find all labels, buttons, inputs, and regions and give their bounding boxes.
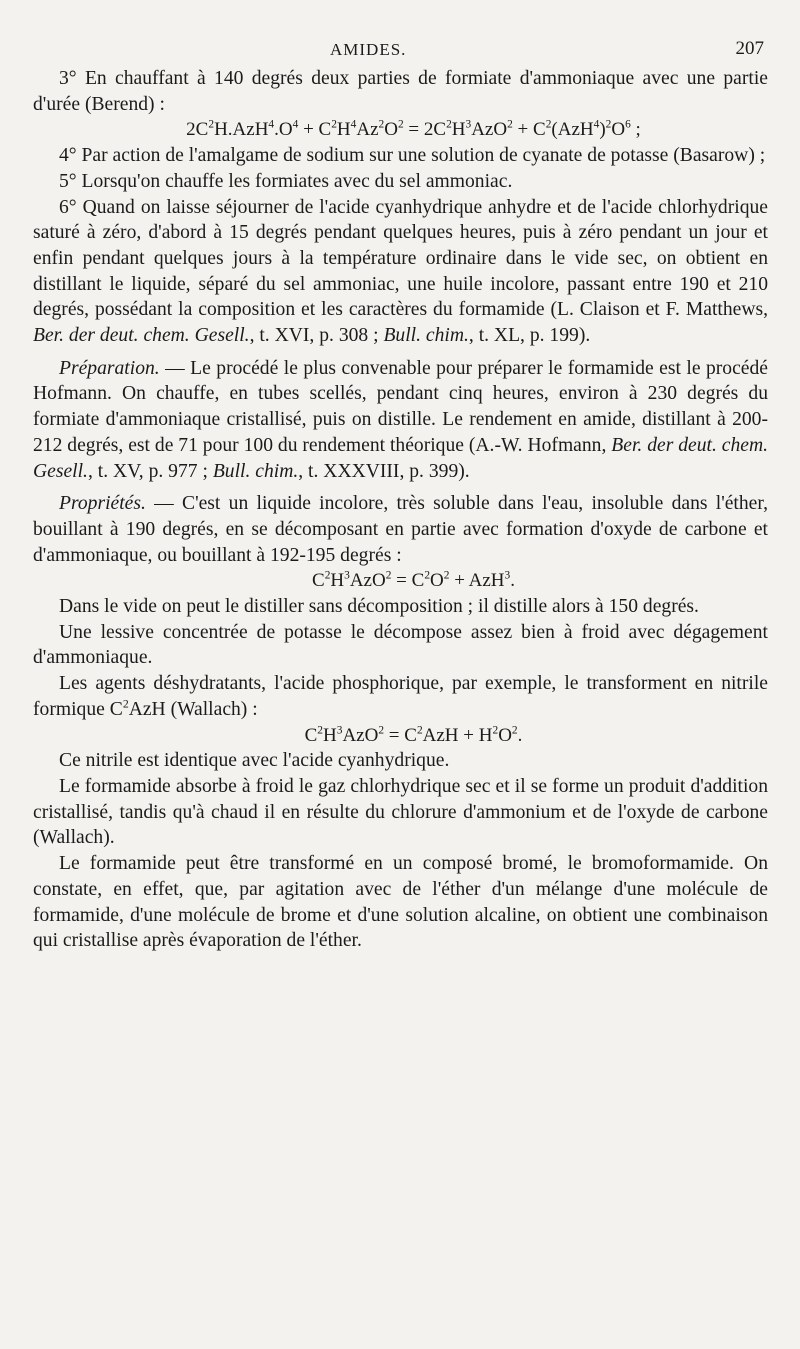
paragraph-vacuum: Dans le vide on peut le distiller sans décomposition ; il distille alors à 150 degrés. xyxy=(59,596,699,618)
paragraph-potash: Une lessive concentrée de potasse le décompose assez bien à froid avec dégagement d'ammoniaque. xyxy=(33,621,768,669)
paragraph-hydrochloric: Le formamide absorbe à froid le gaz chlorhydrique sec et il se forme un produit d'addition cristallisé, tandis qu'à chaud il en résulte du chlorure d'ammonium et de l'oxyde de carbone (Wallach). xyxy=(33,775,768,849)
paragraph-properties: Propriétés. — C'est un liquide incolore, très soluble dans l'eau, insoluble dans l'éther, bouillant à 190 degrés, en se décomposant en partie avec formation d'oxyde de carbone et d'ammoniaque, ou bouillant à 192-195 degrés : xyxy=(33,493,768,566)
paragraph-bromoformamide: Le formamide peut être transformé en un composé bromé, le bromoformamide. On constate, en effet, que, par agitation avec de l'éther d'un mélange d'une molécule de formamide, d'une molécule de brome et d'une solution alcaline, on obtient une combinaison qui cristallise après évaporation de l'éther. xyxy=(33,853,768,952)
reference-journal: Bull. chim. xyxy=(383,325,469,347)
paragraph-method-4: 4° Par action de l'amalgame de sodium sur une solution de cyanate de potasse (Basarow) ; xyxy=(59,145,766,167)
running-header xyxy=(0,34,800,64)
running-title: AMIDES. xyxy=(330,40,407,59)
paragraph-dehydrating: Les agents déshydratants, l'acide phosphorique, par exemple, le transforment en nitrile formique $C^2AzH$ (Wallach) : xyxy=(33,673,768,720)
formula-urea: $2C^2H.AzH^4.O^4 + C^2H^4Az^2O^2 = 2C^2H^3AzO^2 + C^2(AzH^4)^2O^6$ ; xyxy=(186,119,641,141)
paragraph-nitrile-identity: Ce nitrile est identique avec l'acide cyanhydrique. xyxy=(59,750,450,772)
formula-decomposition: $C^2H^3AzO^2 = C^2O^2 + AzH^3$. xyxy=(312,570,515,592)
section-label-preparation: Préparation. xyxy=(59,357,160,379)
page-number: 207 xyxy=(735,38,764,59)
reference-journal: Ber. der deut. chem. Gesell. xyxy=(33,325,250,347)
formula-nitrile: $C^2H^3AzO^2 = C^2AzH + H^2O^2$. xyxy=(304,724,523,746)
paragraph-preparation: Préparation. — Le procédé le plus convenable pour préparer le formamide est le procédé Hofmann. On chauffe, en tubes scellés, pendant cinq heures, environ à 230 degrés du formiate d'ammoniaque cristallisé, puis on distille. Le rendement en amide, distillant à 200-212 degrés, est de 71 pour 100 du rendement théorique (A.-W. Hofmann, Ber. der deut. chem. Gesell., t. XV, p. 977 ; Bull. chim., t. XXXVIII, p. 399). xyxy=(33,357,768,482)
section-label-properties: Propriétés. xyxy=(59,493,146,515)
paragraph-method-5: 5° Lorsqu'on chauffe les formiates avec du sel ammoniac. xyxy=(59,170,513,192)
paragraph-method-3: 3° En chauffant à 140 degrés deux parties de formiate d'ammoniaque avec une partie d'urée (Berend) : xyxy=(33,68,768,115)
reference-journal: Bull. chim. xyxy=(212,460,299,482)
body-text xyxy=(33,66,768,954)
inline-formula: $C^2AzH$ xyxy=(109,697,166,720)
paragraph-method-6: 6° Quand on laisse séjourner de l'acide cyanhydrique anhydre et de l'acide chlorhydrique saturé à zéro, d'abord à 15 degrés pendant quelques heures, puis à zéro pendant un jour et enfin pendant quelques jours à la température ordinaire dans le vide sec, on obtient en distillant le liquide, séparé du sel ammoniac, une huile incolore, passant entre 190 et 210 degrés, possédant la composition et les caractères du formamide (L. Claison et F. Matthews, Ber. der deut. chem. Gesell., t. XVI, p. 308 ; Bull. chim., t. XL, p. 199). xyxy=(33,196,768,347)
reference-journal: Ber. der deut. chem. Gesell. xyxy=(33,434,768,482)
